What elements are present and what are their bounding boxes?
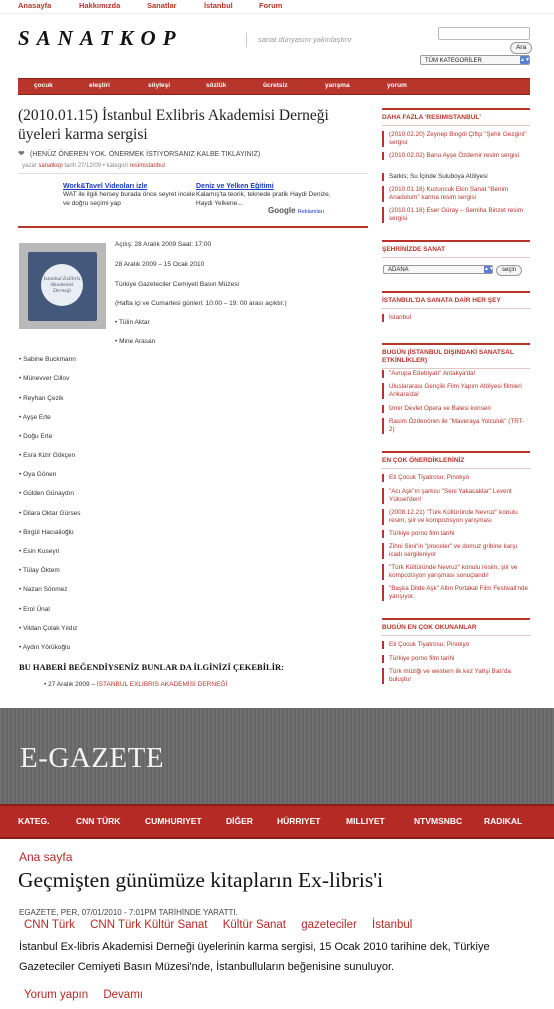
category-select[interactable]: [420, 55, 530, 65]
sidebar-read-item[interactable]: Türkiye porno film tarihi: [382, 655, 528, 663]
top-nav-arts[interactable]: Sanatlar: [147, 1, 177, 10]
artist-item: • Sabine Buckmann: [19, 356, 76, 363]
sidebar-recommended-item[interactable]: Eti Çocuk Tiyatrosu; Pinokyo: [382, 474, 528, 482]
egazete-page: [0, 708, 554, 1009]
meta-category-link[interactable]: resimistanbul: [129, 163, 165, 169]
artist-item: • Mine Arasan: [115, 338, 156, 345]
search-button[interactable]: Ara: [510, 42, 532, 54]
sidebar-recommended-item[interactable]: Zihni Sinir'in "proceler" ve domuz gribine karşı icadı sergileniyor: [382, 543, 528, 559]
category-nav-yorum[interactable]: yorum: [387, 82, 407, 89]
meta-author-link[interactable]: sanatkop: [38, 163, 63, 169]
artist-item: • Esra Kizir Gökçen: [19, 452, 76, 459]
date-range-line: 28 Aralık 2009 – 15 Ocak 2010: [115, 261, 205, 268]
egazete-nav-item[interactable]: CNN TÜRK: [76, 816, 121, 826]
sidebar-recommended-heading: EN ÇOK ÖNERDİKLERİNİZ: [382, 451, 530, 469]
article-title: (2010.01.15) İstanbul Exlibris Akademisi Derneği üyeleri karma sergisi: [18, 107, 329, 143]
accent-divider: [18, 226, 368, 228]
related-date: • 27 Aralık 2009 –: [44, 681, 96, 688]
category-nav-soylesi[interactable]: söyleşi: [148, 82, 171, 89]
artist-item: • Tülin Aktar: [115, 319, 150, 326]
logo-divider: [246, 33, 247, 47]
top-nav-about[interactable]: Hakkımızda: [79, 1, 121, 10]
sidebar-today-item[interactable]: İzmir Devlet Opera ve Balesi konseri: [382, 405, 528, 413]
egazete-nav-item[interactable]: NTVMSNBC: [414, 816, 463, 826]
artist-item: • Dilara Oktar Gürses: [19, 510, 81, 517]
sidebar-recommended-item[interactable]: Türkiye porno film tarihi: [382, 530, 528, 538]
sidebar-istanbul-heading: İSTANBUL'DA SANATA DAİR HER ŞEY: [382, 291, 530, 309]
artist-item: • Reyhan Çezik: [19, 395, 64, 402]
related-link[interactable]: İSTANBUL EXLIBRIS AKADEMİSİ DERNEĞİ: [96, 681, 228, 688]
sidebar-read-item[interactable]: Eti Çocuk Tiyatrosu; Pinokyo: [382, 641, 528, 649]
category-select-value: TÜM KATEGORİLER: [425, 58, 482, 64]
article-meta: [22, 163, 165, 169]
ad-desc: WAT ile ilgili hersey burada önce seyret incele ve doğru seçimi yap: [63, 191, 196, 207]
artist-item: • Doğu Erte: [19, 433, 53, 440]
meta-prefix: yazar: [22, 163, 37, 169]
city-select-value: ADANA: [388, 267, 409, 273]
egazete-nav-item[interactable]: RADIKAL: [484, 816, 523, 826]
egazete-nav-item[interactable]: MILLIYET: [346, 816, 385, 826]
sidebar-more-item[interactable]: (2010.01.16) Kuzuncuk Ekin Sanat "Benim Anadolum" karma resim sergisi: [382, 186, 528, 202]
read-more-link[interactable]: Devamı: [103, 989, 143, 1001]
sidebar-read-item[interactable]: Türk müziği ve western ilk kez Yahşi Batı'da buluştu!: [382, 668, 528, 684]
artist-item: • Münevver Cillov: [19, 375, 70, 382]
sidebar-more-item[interactable]: (2010.01.16) Eser Güray – Semiha Binzet resim sergisi: [382, 207, 528, 223]
egazete-nav-item[interactable]: CUMHURIYET: [145, 816, 202, 826]
ad-desc: Kalamış'ta teorik, teknede pratik Haydi Denize, Haydi Yelkene...: [196, 191, 331, 207]
rate-text: (HENÜZ ÖNEREN YOK. ÖNERMEK İSTİYORSANIZ KALBE TIKLAYINIZ): [30, 151, 261, 158]
city-select-button[interactable]: seçin: [496, 265, 522, 276]
exhibition-image[interactable]: [19, 243, 106, 329]
top-nav-istanbul[interactable]: İstanbul: [204, 1, 233, 10]
tag-link[interactable]: CNN Türk Kültür Sanat: [90, 919, 208, 931]
site-tagline: sanat dünyasını yakınlaştırır: [258, 35, 352, 44]
category-nav-ucretsiz[interactable]: ücretsiz: [263, 82, 288, 89]
egazete-nav-item[interactable]: KATEG.: [18, 816, 50, 826]
hours-line: (Hafta içi ve Cumartesi günleri: 10:00 – 19: 00 arası açıktır.): [115, 300, 287, 307]
top-nav-home[interactable]: Anasayfa: [18, 1, 52, 10]
sidebar-recommended-item[interactable]: "Türk Kültüründe Nevruz" konulu resim, şiir ve kompozisyon yarışması sonuçlandı!: [382, 564, 528, 580]
ad-title[interactable]: Work&Tavel Videoları izle: [63, 183, 148, 190]
opening-line: Açılış: 28 Aralık 2009 Saat: 17:00: [115, 241, 212, 248]
egazete-article-body: İstanbul Ex-libris Akademisi Derneği üyelerinin karma sergisi, 15 Ocak 2010 tarihine dek, Türkiye Gazeteciler Cemiyeti Basın Müzesi'nde, İstanbulluların beğenisine sunuluyor.: [19, 941, 490, 973]
egazete-meta: EGAZETE, PER, 07/01/2010 - 7:01PM TARİHİNDE YARATTI.: [19, 908, 238, 917]
heart-icon[interactable]: ❤: [18, 149, 25, 158]
egazete-logo[interactable]: E-GAZETE: [20, 742, 165, 774]
image-frame: [28, 252, 97, 321]
egazete-nav-item[interactable]: DİĞER: [226, 816, 253, 826]
meta-mid: tarih 27/12/09 • kategori: [64, 163, 128, 169]
sidebar-today-item[interactable]: "Avrupa Edebiyatı" Antakya'da!: [382, 370, 528, 378]
category-nav-sozluk[interactable]: sözlük: [206, 82, 227, 89]
site-logo[interactable]: SANATKOP: [18, 26, 183, 50]
artist-item: • Birgül Hacıalioğlu: [19, 529, 74, 536]
select-arrows-icon: ▲▼: [484, 266, 494, 272]
sidebar-recommended-item[interactable]: "Başka Dilde Aşk" Altın Portakal Film Festivali'nde yarışıyor.: [382, 585, 528, 601]
breadcrumb[interactable]: Ana sayfa: [19, 850, 73, 864]
ad-block-1[interactable]: [63, 183, 198, 208]
artist-item: • Nazan Sönmez: [19, 586, 68, 593]
google-ads-label[interactable]: [268, 206, 324, 215]
comment-link[interactable]: Yorum yapın: [24, 989, 89, 1001]
egazete-nav-item[interactable]: HÜRRIYET: [277, 816, 321, 826]
venue-line: Türkiye Gazeteciler Cemiyeti Basın Müzesi: [115, 281, 239, 288]
category-nav: [18, 78, 530, 95]
sidebar-recommended-item[interactable]: "Acı Aşk"ın şarkısı "Seni Yakacaklar" Levent Yüksel'den!: [382, 488, 528, 504]
sidebar-more-heading: DAHA FAZLA 'RESIMISTANBUL': [382, 108, 530, 126]
ad-block-2[interactable]: [196, 183, 331, 208]
artist-item: • Erol Ünal: [19, 606, 50, 613]
select-arrows-icon: ▲▼: [520, 57, 530, 63]
top-nav-forum[interactable]: Forum: [259, 1, 283, 10]
tag-link[interactable]: gazeteciler: [301, 919, 357, 931]
related-item: [44, 681, 227, 688]
artist-item: • Vildan Çolak Yıldız: [19, 625, 78, 632]
google-brand: Google: [268, 206, 296, 215]
artist-item: • Gülden Günaydın: [19, 490, 75, 497]
sidebar-city-heading: ŞEHRİNİZDE SANAT: [382, 240, 530, 258]
category-nav-elestiri[interactable]: eleştiri: [89, 82, 110, 89]
category-nav-cocuk[interactable]: çocuk: [34, 82, 53, 89]
tag-link[interactable]: CNN Türk: [24, 919, 75, 931]
sidebar-read-heading: BUGÜN EN ÇOK OKUNANLAR: [382, 618, 530, 636]
egazete-header: [0, 708, 554, 804]
sidebar-istanbul-item[interactable]: İstanbul: [382, 314, 528, 322]
google-label: Reklamları: [297, 209, 325, 215]
tag-link[interactable]: İstanbul: [372, 919, 413, 931]
egazete-tags: [24, 919, 424, 931]
related-heading: BU HABERİ BEĞENDİYSENİZ BUNLAR DA İLGİNİZİ ÇEKEBİLİR:: [19, 662, 284, 672]
egazete-actions: [24, 989, 155, 1001]
egazete-article-title: Geçmişten günümüze kitapların Ex-libris'i: [18, 868, 384, 892]
artist-item: • Aydın Yörükoğlu: [19, 644, 71, 651]
city-select[interactable]: [383, 265, 493, 274]
ad-title[interactable]: Deniz ve Yelken Eğitimi: [196, 183, 274, 190]
sidebar-today-item[interactable]: Uluslararası Gençlik Film Yapım Atölyesi filmleri Ankara'da!: [382, 383, 528, 399]
sidebar-more-item[interactable]: (2010.02.02) Banu Ayşe Özdemir resim sergisi: [382, 152, 528, 160]
artist-item: • Ayşe Erte: [19, 414, 51, 421]
category-nav-yarisma[interactable]: yarışma: [325, 82, 350, 89]
divider: [18, 173, 368, 174]
sidebar-recommended-item[interactable]: (2008.12.21) "Türk Kültüründe Nevruz" konulu resim, şiir ve kompozisyon yarışması: [382, 509, 528, 525]
egazete-nav: [0, 804, 554, 839]
top-nav: [0, 0, 554, 14]
artist-item: • Oya Gönen: [19, 471, 57, 478]
tag-link[interactable]: Kültür Sanat: [222, 919, 286, 931]
exlibris-seal: İstanbul Exlibris Akademisi Derneği: [41, 264, 83, 306]
sidebar-today-item[interactable]: Rasim Özdenören ile "Maveraya Yolculuk" (TRT-2): [382, 418, 528, 434]
artist-item: • Esin Kuseyri: [19, 548, 60, 555]
sidebar-today-heading: BUGÜN (İSTANBUL DIŞINDAKİ SANATSAL ETKİNLİKLER): [382, 343, 530, 369]
sidebar-more-item[interactable]: Sarkis; Su İçinde Suluboya Atölyesi: [382, 173, 528, 181]
sidebar-more-item[interactable]: (2010.02.20) Zeynep Bingöl Çiftçi "Şehir Gezgini" sergisi: [382, 131, 528, 147]
search-input[interactable]: [438, 27, 530, 40]
artist-item: • Tülay Öktem: [19, 567, 60, 574]
